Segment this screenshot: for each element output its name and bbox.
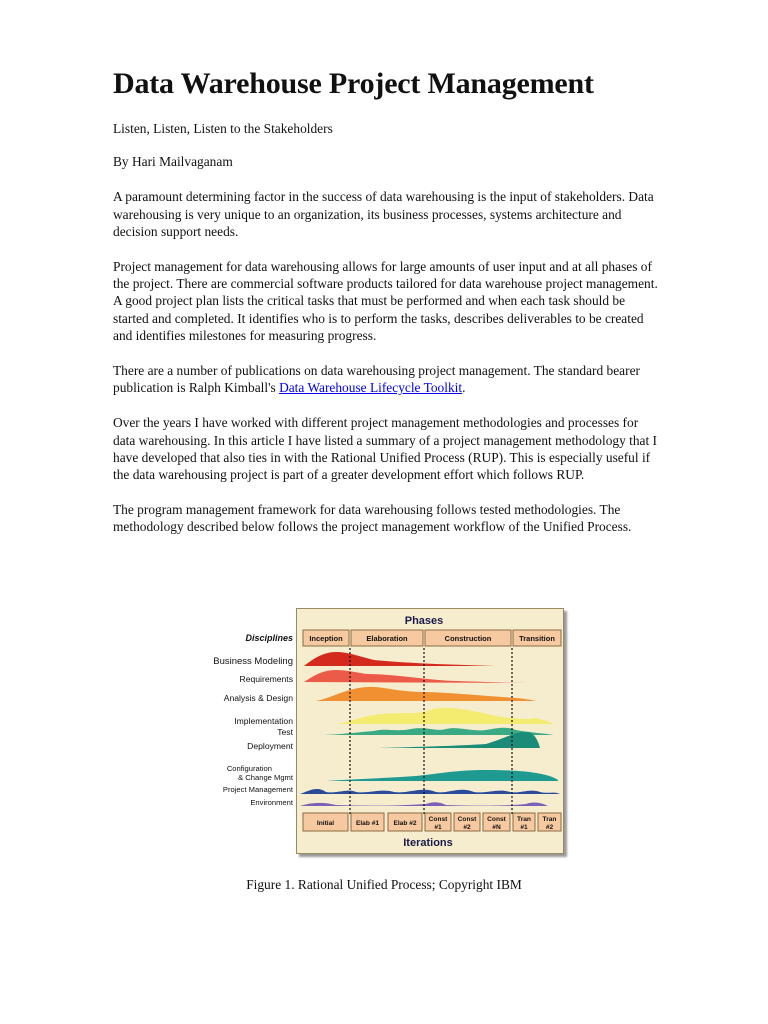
phase-label-elaboration: Elaboration [366,634,408,643]
paragraph-3-text: There are a number of publications on data warehousing project management. The standard bearer publication is Ralph Kimball's [113,363,640,396]
iterations-heading: Iterations [403,837,453,849]
iteration-label-tran-2-b: #2 [545,824,554,831]
iteration-label-const-1-a: Const [428,816,448,823]
hump-requirements [304,670,534,683]
iteration-label-const-n-b: #N [492,824,501,831]
hump-business-modeling [304,652,496,666]
workflow-humps [300,652,560,806]
disciplines-heading: Disciplines [245,633,293,643]
rup-figure [196,608,570,856]
discipline-requirements: Requirements [239,674,293,684]
lifecycle-toolkit-link[interactable]: Data Warehouse Lifecycle Toolkit [279,380,463,396]
paragraph-3-end: . [462,380,466,396]
hump-analysis-design [316,687,536,701]
phase-headers [303,630,561,646]
hump-config [326,770,558,781]
discipline-configuration: Configuration [226,764,272,773]
paragraph-2: Project management for data warehousing allows for large amounts of user input and at all phases of the project. There are commercial software products tailored for data warehouse project management. A good project plan lists the critical tasks that must be performed and when each task should be started and completed. It identifies who is to perform the tasks, describes deliverables to be created and identifies milestones for measuring progress. [113,259,658,343]
figure-caption: Figure 1. Rational Unified Process; Copyright IBM [246,877,522,892]
iteration-label-const-2-b: #2 [463,824,471,831]
iteration-label-tran-1-a: Tran [517,816,531,823]
phase-label-transition: Transition [519,634,555,643]
discipline-implementation: Implementation [234,716,293,726]
discipline-deployment: Deployment [247,741,293,751]
hump-project-management [300,789,560,794]
iteration-label-const-1-b: #1 [434,824,442,831]
iteration-label-const-n-a: Const [487,816,506,823]
iteration-label-tran-2-a: Tran [542,816,557,823]
discipline-environment: Environment [250,798,293,807]
subtitle: Listen, Listen, Listen to the Stakeholders [113,121,333,136]
discipline-labels [213,656,294,807]
paragraph-4: Over the years I have worked with different project management methodologies and processes for data warehousing. In this article I have listed a summary of a project management methodology that I have developed that also ties in with the Rational Unified Process (RUP). This is especially useful if the data warehousing project is part of a greater development effort which follows RUP. [113,415,658,483]
iteration-label-elab-2: Elab #2 [393,820,417,827]
discipline-test: Test [277,727,293,737]
author-byline: By Hari Mailvaganam [113,154,233,170]
phases-heading: Phases [404,615,444,627]
iteration-label-tran-1-b: #1 [520,824,528,831]
discipline-project-management: Project Management [222,785,293,794]
hump-implementation [336,708,554,724]
phase-label-inception: Inception [309,634,343,643]
discipline-change-mgmt: & Change Mgmt [238,773,293,782]
rup-diagram [196,608,570,856]
paragraph-5: The program management framework for data warehousing follows tested methodologies. The methodology described below follows the project management workflow of the Unified Process. [113,502,632,535]
phase-label-construction: Construction [444,634,492,643]
article [113,64,661,536]
paragraph-3 [113,362,661,396]
paragraph-1: A paramount determining factor in the success of data warehousing is the input of stakeholders. Data warehousing is very unique to an organization, its business processes, systems architecture and decision support needs. [113,189,654,239]
iteration-label-elab-1: Elab #1 [355,820,380,827]
iteration-label-const-2-a: Const [457,816,477,823]
discipline-analysis-design: Analysis & Design [223,693,293,703]
iteration-label-initial: Initial [316,820,335,827]
discipline-business-modeling: Business Modeling [213,656,293,667]
page-title: Data Warehouse Project Management [113,67,594,100]
